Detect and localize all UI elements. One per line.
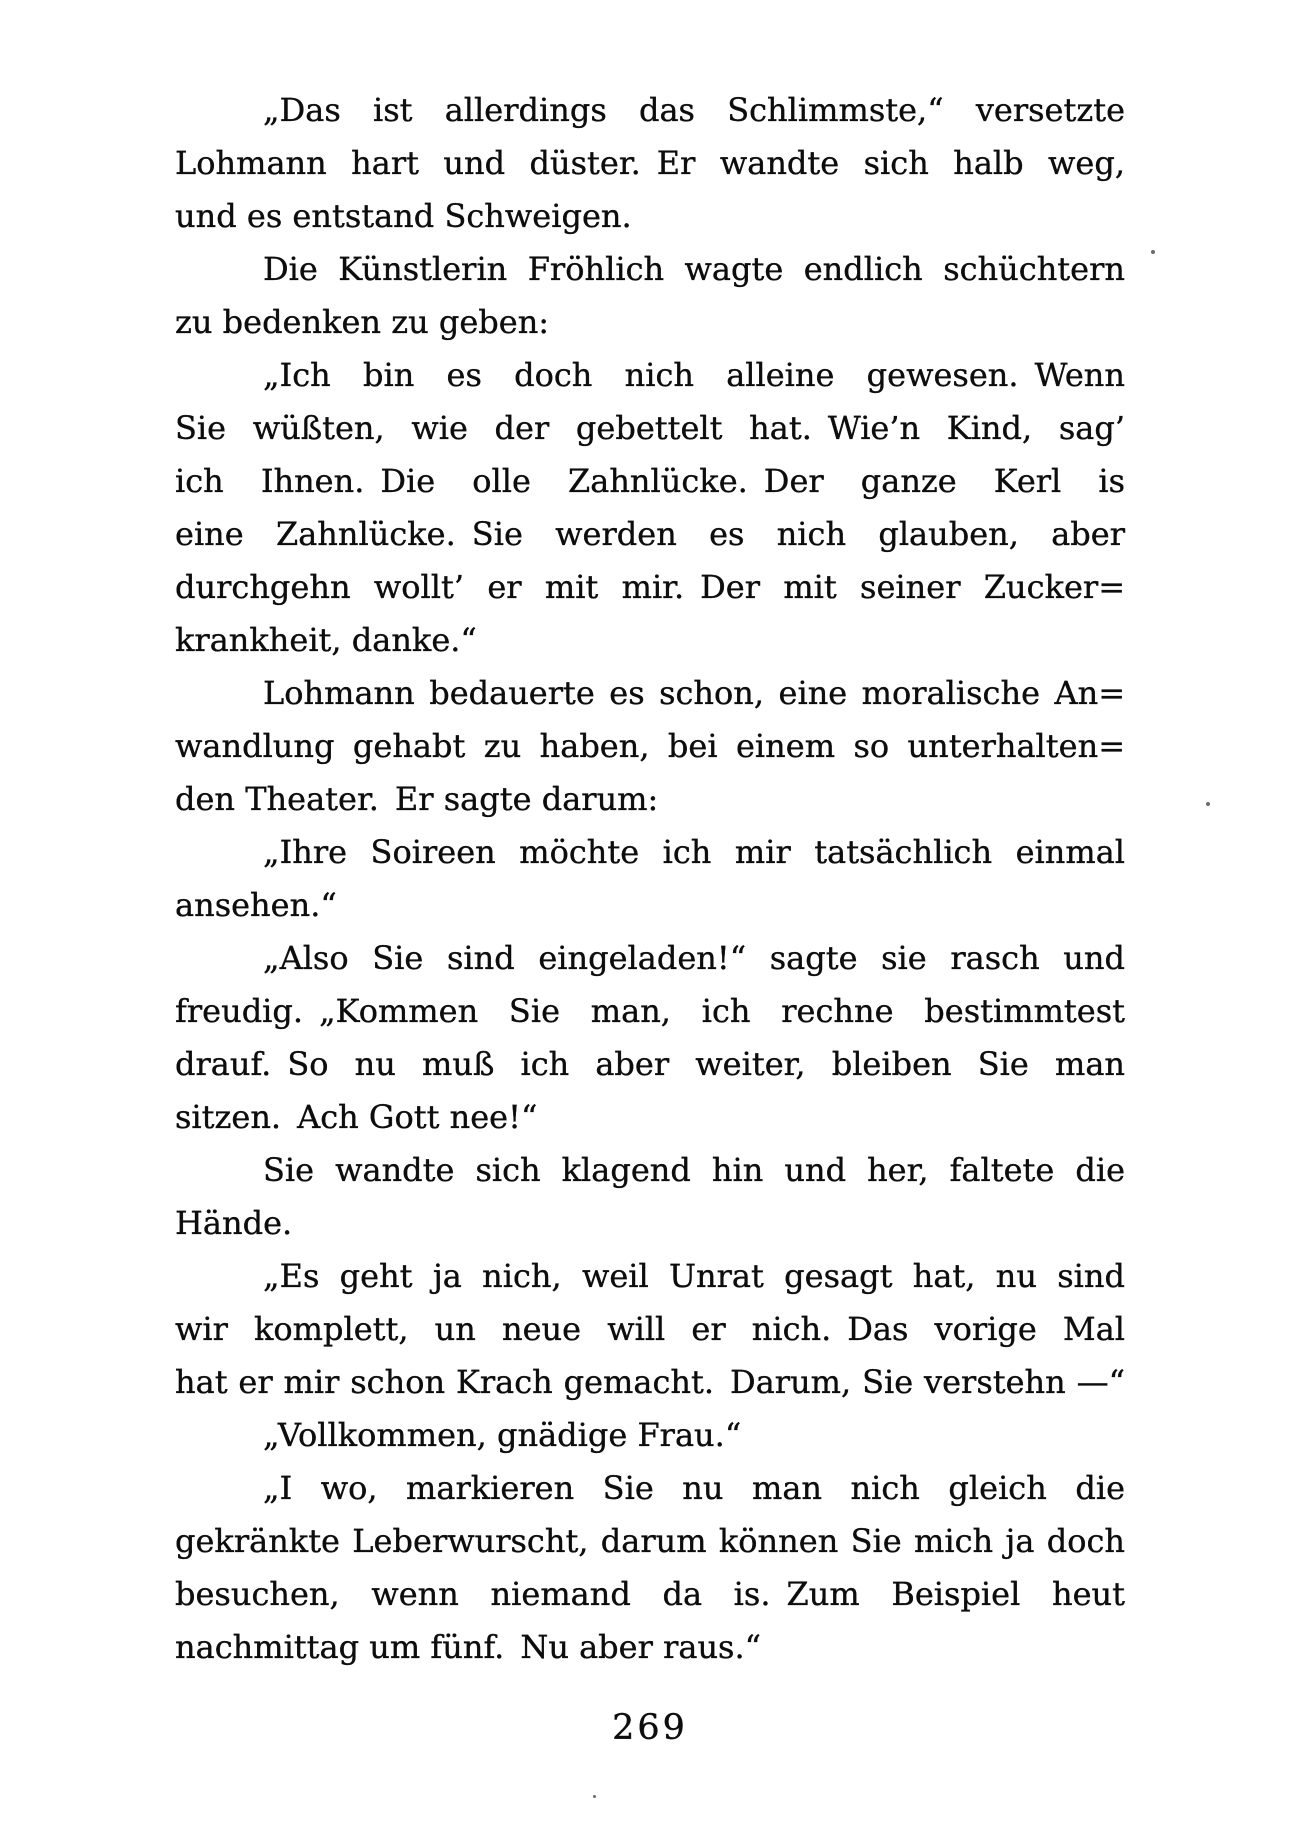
text-line: „I wo, markieren Sie nu man nich gleich die xyxy=(263,1469,1125,1507)
text-line: „Ihre Soireen möchte ich mir tatsächlich einmal xyxy=(263,833,1125,871)
scan-speck xyxy=(1151,250,1155,254)
text-line: „Ich bin es doch nich alleine gewesen. Wenn xyxy=(263,356,1125,394)
text-line: nachmittag um fünf. Nu aber raus.“ xyxy=(175,1628,761,1666)
text-line: Hände. xyxy=(175,1204,293,1242)
text-line: hat er mir schon Krach gemacht. Darum, Sie verstehn —“ xyxy=(175,1363,1125,1401)
page-number: 269 xyxy=(612,1708,688,1748)
text-line: krankheit, danke.“ xyxy=(175,621,477,659)
text-line: gekränkte Leberwurscht, darum können Sie mich ja doch xyxy=(175,1522,1125,1560)
text-line: sitzen. Ach Gott nee!“ xyxy=(175,1098,538,1136)
text-line: eine Zahnlücke. Sie werden es nich glauben, aber xyxy=(175,515,1125,553)
text-line: drauf. So nu muß ich aber weiter, bleiben Sie man xyxy=(175,1045,1125,1083)
text-line: zu bedenken zu geben: xyxy=(175,303,550,341)
text-line: ich Ihnen. Die olle Zahnlücke. Der ganze Kerl is xyxy=(175,462,1125,500)
text-line: „Also Sie sind eingeladen!“ sagte sie rasch und xyxy=(263,939,1125,977)
text-line: „Vollkommen, gnädige Frau.“ xyxy=(263,1416,742,1454)
text-line: und es entstand Schweigen. xyxy=(175,197,632,235)
text-line: wir komplett, un neue will er nich. Das vorige Mal xyxy=(175,1310,1125,1348)
text-line: durchgehn wollt’ er mit mir. Der mit seiner Zucker= xyxy=(175,568,1125,606)
text-line: Sie wüßten, wie der gebettelt hat. Wie’n Kind, sag’ xyxy=(175,409,1125,447)
scan-speck xyxy=(1206,802,1210,806)
text-line: Lohmann bedauerte es schon, eine moralische An= xyxy=(263,674,1125,712)
text-line: ansehen.“ xyxy=(175,886,337,924)
scan-speck xyxy=(593,1795,596,1798)
text-line: „Das ist allerdings das Schlimmste,“ versetzte xyxy=(263,91,1125,129)
text-line: Lohmann hart und düster. Er wandte sich halb weg, xyxy=(175,144,1125,182)
text-column xyxy=(175,84,1125,1674)
text-line: Die Künstlerin Fröhlich wagte endlich schüchtern xyxy=(263,250,1125,288)
text-line: „Es geht ja nich, weil Unrat gesagt hat, nu sind xyxy=(263,1257,1125,1295)
text-line: wandlung gehabt zu haben, bei einem so unterhalten= xyxy=(175,727,1125,765)
text-line: den Theater. Er sagte darum: xyxy=(175,780,659,818)
text-line: freudig. „Kommen Sie man, ich rechne bestimmtest xyxy=(175,992,1125,1030)
text-line: besuchen, wenn niemand da is. Zum Beispiel heut xyxy=(175,1575,1125,1613)
text-line: Sie wandte sich klagend hin und her, faltete die xyxy=(263,1151,1125,1189)
